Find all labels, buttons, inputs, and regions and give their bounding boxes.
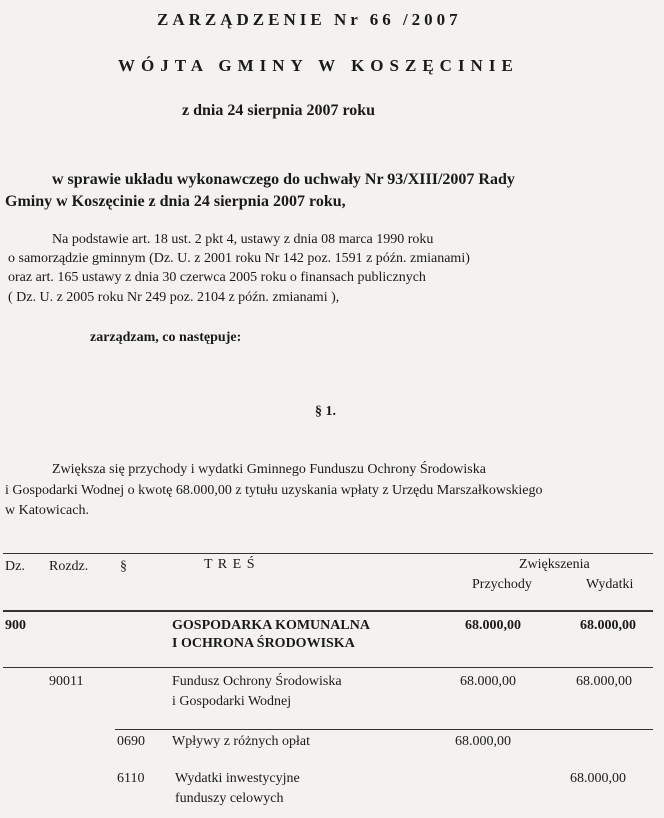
table-top-rule [3, 553, 653, 554]
document-title: ZARZĄDZENIE Nr 66 /2007 [157, 10, 462, 29]
section-1-line-1: Zwiększa się przychody i wydatki Gminnego Funduszu Ochrony Środowiska [52, 462, 486, 477]
table-header-rule [3, 610, 653, 612]
row-900-przychody: 68.000,00 [465, 618, 521, 633]
section-1-line-3: w Katowicach. [5, 503, 89, 518]
subject-line-2: Gminy w Koszęcinie z dnia 24 sierpnia 2007 roku, [5, 193, 346, 210]
header-increases: Zwiększenia [519, 557, 590, 572]
row-rule-2 [115, 729, 653, 730]
row-rule-1 [3, 667, 653, 668]
row-0690-name: Wpływy z różnych opłat [172, 734, 311, 749]
row-6110-wydatki: 68.000,00 [570, 771, 626, 786]
basis-line-4: ( Dz. U. z 2005 roku Nr 249 poz. 2104 z późn. zmianami ), [8, 290, 340, 305]
row-900-name-1: GOSPODARKA KOMUNALNA [172, 618, 370, 633]
row-0690-przychody: 68.000,00 [455, 734, 511, 749]
row-90011-rozdz: 90011 [49, 674, 84, 689]
header-wydatki: Wydatki [586, 577, 634, 592]
section-1-line-2: i Gospodarki Wodnej o kwotę 68.000,00 z tytułu uzyskania wpłaty z Urzędu Marszałkowskiego [5, 483, 543, 498]
row-90011-name-2: i Gospodarki Wodnej [172, 694, 292, 709]
issuer-title: WÓJTA GMINY W KOSZĘCINIE [118, 56, 519, 75]
row-0690-par: 0690 [117, 734, 145, 749]
basis-line-1: Na podstawie art. 18 ust. 2 pkt 4, ustawy z dnia 08 marca 1990 roku [52, 232, 434, 247]
row-90011-przychody: 68.000,00 [460, 674, 516, 689]
row-900-wydatki: 68.000,00 [580, 618, 636, 633]
header-rozdz: Rozdz. [49, 559, 89, 574]
row-6110-name-2: funduszy celowych [175, 791, 284, 806]
order-phrase: zarządzam, co następuje: [90, 330, 242, 345]
header-przychody: Przychody [472, 577, 532, 592]
header-tresc: T R E Ś [204, 557, 256, 572]
row-6110-name-1: Wydatki inwestycyjne [175, 771, 300, 786]
basis-line-3: oraz art. 165 ustawy z dnia 30 czerwca 2005 roku o finansach publicznych [8, 270, 426, 285]
row-90011-wydatki: 68.000,00 [576, 674, 632, 689]
row-90011-name-1: Fundusz Ochrony Środowiska [172, 674, 342, 689]
basis-line-2: o samorządzie gminnym (Dz. U. z 2001 roku Nr 142 poz. 1591 z późn. zmianami) [8, 251, 470, 266]
header-dz: Dz. [5, 559, 25, 574]
subject-line-1: w sprawie układu wykonawczego do uchwały Nr 93/XIII/2007 Rady [52, 171, 515, 188]
row-6110-par: 6110 [117, 771, 145, 786]
row-900-dz: 900 [5, 618, 26, 633]
document-date: z dnia 24 sierpnia 2007 roku [182, 102, 376, 119]
section-1-heading: § 1. [315, 404, 336, 419]
row-900-name-2: I OCHRONA ŚRODOWISKA [172, 636, 355, 651]
header-paragraph: § [120, 559, 127, 574]
